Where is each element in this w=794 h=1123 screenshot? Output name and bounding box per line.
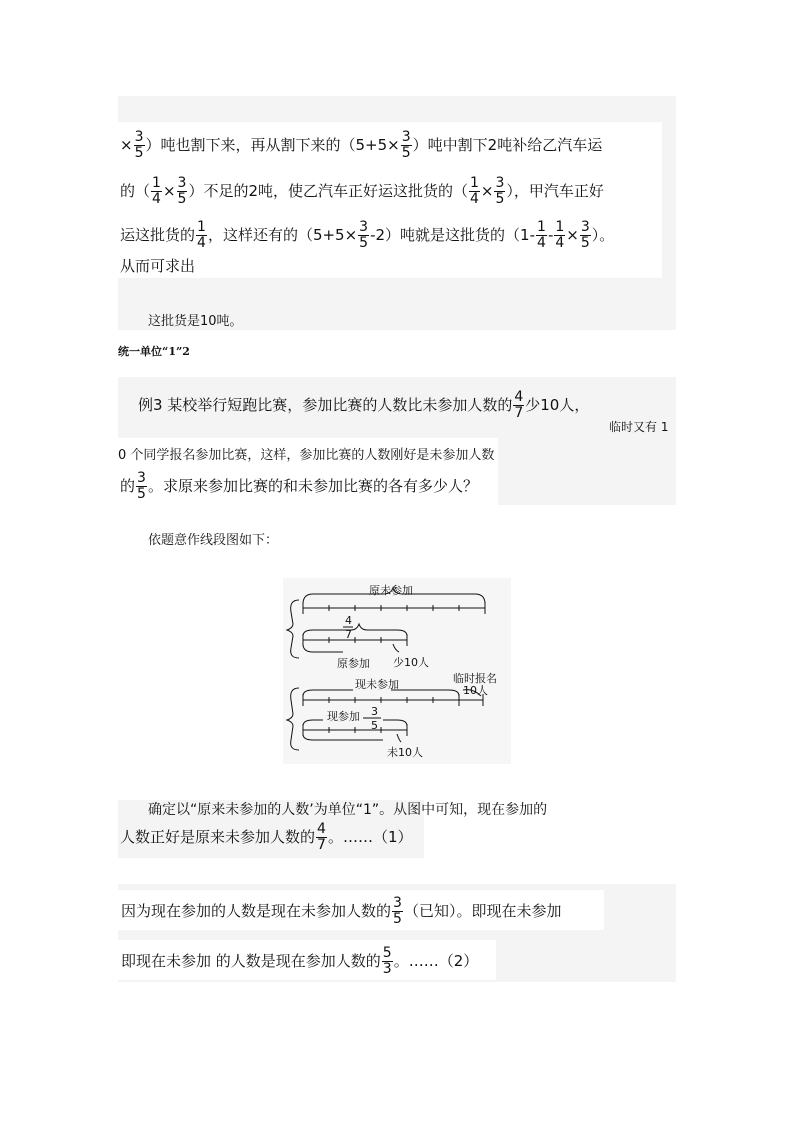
answer-text: 这批货是10吨。 (148, 314, 243, 329)
label-frac2-n: 3 (371, 705, 378, 718)
label-now-not: 现未参加 (355, 678, 399, 691)
example-line-1: 例3 某校举行短跑比赛，参加比赛的人数比未参加人数的 $\frac{4}{7}$ 少10人， (138, 389, 590, 421)
section-heading: 统一单位“1”2 (118, 345, 190, 358)
label-not10: 未10人 (387, 746, 423, 759)
label-less10: 少10人 (393, 656, 429, 669)
para1-line-2: 人数正好是原来未参加人数的 $\frac{4}{7}$ 。……（1） (120, 821, 413, 853)
para3-line: 即现在未参加 的人数是现在参加人数的 $\frac{5}{3}$ 。……（2） (121, 945, 479, 977)
label-now-join: 现参加 (327, 710, 360, 723)
label-orig-not: 原未参加 (369, 584, 413, 597)
para2-line: 因为现在参加的人数是现在未参加人数的 $\frac{3}{5}$ （已知）。即现在未参加 (121, 895, 562, 927)
solution-line-2: 的（ $\frac{1}{4}$ × $\frac{3}{5}$ ）不足的2吨，使乙汽车正好运这批货的（ $\frac{1}{4}$ × $\frac{3}{5}$ ），甲汽车正好 (120, 175, 604, 207)
para1-line-1: 确定以“原来未参加的人数’为单位“1”。从图中可知，现在参加的 (148, 802, 548, 818)
label-temp: 临时报名 (453, 672, 497, 685)
intro-text: 依题意作线段图如下： (148, 533, 279, 548)
label-ten: 10人 (463, 684, 488, 697)
example-line-3: 的 $\frac{3}{5}$ 。求原来参加比赛的和未参加比赛的各有多少人？ (120, 470, 478, 502)
brace-top (287, 600, 299, 658)
label-frac2-d: 5 (371, 719, 378, 732)
line-diagram (283, 578, 511, 764)
label-orig-join: 原参加 (337, 657, 370, 670)
solution-line-1: × $\frac{3}{5}$ ）吨也割下来，再从割下来的（5+5× $\frac{3}{5}$ ）吨中割下2吨补给乙汽车运 (120, 129, 603, 161)
example-line-1b: 临时又有 1 (609, 420, 669, 434)
brace-bottom (287, 688, 299, 750)
example-line-2: 0 个同学报名参加比赛，这样，参加比赛的人数刚好是未参加人数 (118, 448, 495, 463)
label-frac-d: 7 (345, 628, 352, 641)
label-frac-n: 4 (345, 614, 352, 627)
solution-line-3: 运这批货的 $\frac{1}{4}$ ，这样还有的（5+5× $\frac{3}{5}$ -2）吨就是这批货的（1- $\frac{1}{4}$ - $\frac{1}{4}$ × $\frac{3}{5}$ ）。 (120, 219, 615, 251)
solution-line-4: 从而可求出 (120, 257, 196, 275)
